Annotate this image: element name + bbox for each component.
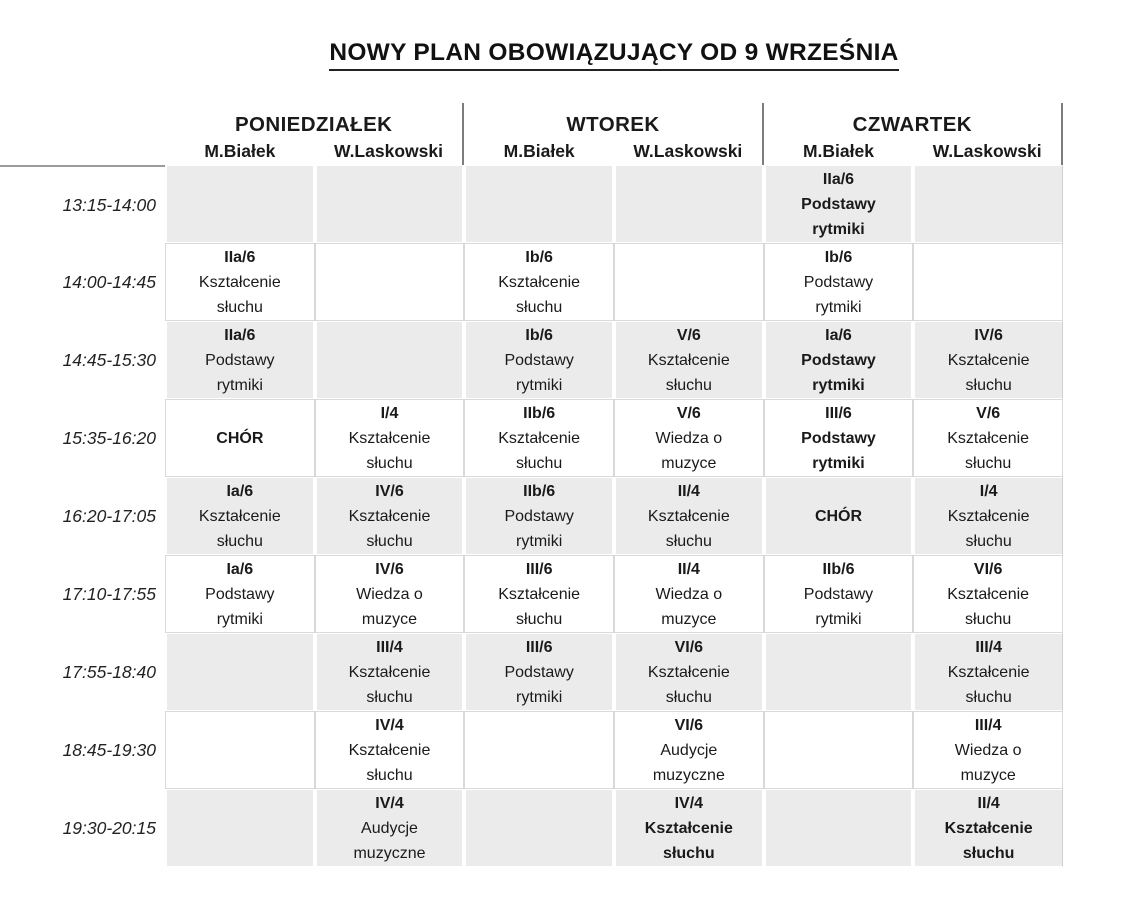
lesson-group-code: II/4 xyxy=(677,482,700,500)
time-label: 14:45-15:30 xyxy=(0,321,165,399)
lesson-cell xyxy=(913,555,1063,633)
lesson-group-code: IV/6 xyxy=(375,482,404,500)
time-label: 16:20-17:05 xyxy=(0,477,165,555)
empty-cell xyxy=(464,711,614,789)
teacher-header-thursday-laskowski: W.Laskowski xyxy=(913,138,1063,165)
lesson-group-code: VI/6 xyxy=(674,638,704,656)
lesson-group-code: IV/4 xyxy=(375,794,404,812)
lesson-subject: Podstawy rytmiki xyxy=(504,507,574,550)
lesson-subject: Kształcenie słuchu xyxy=(944,819,1033,862)
lesson-group-code: VI/6 xyxy=(674,716,704,734)
time-label: 15:35-16:20 xyxy=(0,399,165,477)
lesson-subject: Kształcenie słuchu xyxy=(947,585,1030,628)
lesson-cell xyxy=(165,399,315,477)
lesson-cell xyxy=(315,633,465,711)
lesson-group-code: Ib/6 xyxy=(525,326,553,344)
empty-cell xyxy=(464,165,614,243)
lesson-cell xyxy=(165,477,315,555)
lesson-cell xyxy=(614,321,764,399)
lesson-cell xyxy=(913,321,1063,399)
empty-cell xyxy=(764,789,914,867)
lesson-group-code: IIa/6 xyxy=(224,248,256,266)
lesson-cell xyxy=(614,789,764,867)
empty-cell xyxy=(165,711,315,789)
empty-cell xyxy=(165,165,315,243)
lesson-cell xyxy=(764,399,914,477)
lesson-group-code: IV/4 xyxy=(375,716,404,734)
day-header-poniedzialek: PONIEDZIAŁEK xyxy=(165,103,464,138)
corner-cell xyxy=(0,103,165,138)
lesson-group-code: II/4 xyxy=(677,560,700,578)
lesson-cell xyxy=(464,321,614,399)
page-title: NOWY PLAN OBOWIĄZUJĄCY OD 9 WRZEŚNIA xyxy=(329,38,898,71)
time-label: 17:55-18:40 xyxy=(0,633,165,711)
lesson-subject: Kształcenie słuchu xyxy=(947,429,1030,472)
lesson-group-code: IIb/6 xyxy=(822,560,855,578)
lesson-subject: Kształcenie słuchu xyxy=(348,663,431,706)
empty-cell xyxy=(913,165,1063,243)
teacher-header-tuesday-laskowski: W.Laskowski xyxy=(614,138,764,165)
lesson-group-code: IV/6 xyxy=(375,560,404,578)
lesson-subject: Kształcenie słuchu xyxy=(647,507,730,550)
day-header-wtorek: WTOREK xyxy=(464,103,763,138)
lesson-group-code: V/6 xyxy=(976,404,1001,422)
lesson-subject: Kształcenie słuchu xyxy=(498,273,581,316)
lesson-group-code: IV/4 xyxy=(674,794,704,812)
lesson-subject: Kształcenie słuchu xyxy=(348,429,431,472)
lesson-subject: Kształcenie słuchu xyxy=(647,663,730,706)
empty-cell xyxy=(614,165,764,243)
time-label: 17:10-17:55 xyxy=(0,555,165,633)
lesson-group-code: V/6 xyxy=(676,326,701,344)
lesson-subject: Podstawy rytmiki xyxy=(801,429,876,472)
lesson-subject: Kształcenie słuchu xyxy=(644,819,733,862)
lesson-group-code: II/4 xyxy=(977,794,1000,812)
lesson-cell xyxy=(464,633,614,711)
lesson-group-code: VI/6 xyxy=(973,560,1003,578)
lesson-subject: Podstawy rytmiki xyxy=(801,195,876,238)
empty-cell xyxy=(913,243,1063,321)
lesson-subject: Kształcenie słuchu xyxy=(947,351,1030,394)
empty-cell xyxy=(764,711,914,789)
lesson-cell xyxy=(913,633,1063,711)
lesson-cell xyxy=(614,633,764,711)
lesson-subject: Podstawy rytmiki xyxy=(801,351,876,394)
lesson-cell xyxy=(913,711,1063,789)
lesson-cell xyxy=(165,555,315,633)
lesson-cell xyxy=(764,243,914,321)
lesson-cell xyxy=(764,165,914,243)
lesson-subject: Kształcenie słuchu xyxy=(947,507,1030,550)
lesson-cell xyxy=(614,711,764,789)
lesson-group-code: IIb/6 xyxy=(523,404,556,422)
timetable xyxy=(0,103,1063,867)
lesson-cell xyxy=(614,477,764,555)
lesson-group-code: CHÓR xyxy=(814,507,863,525)
time-label: 19:30-20:15 xyxy=(0,789,165,867)
lesson-cell xyxy=(764,477,914,555)
empty-cell xyxy=(315,321,465,399)
empty-cell xyxy=(315,243,465,321)
lesson-subject: Podstawy rytmiki xyxy=(803,273,874,316)
lesson-cell xyxy=(614,555,764,633)
lesson-cell xyxy=(315,711,465,789)
lesson-group-code: V/6 xyxy=(676,404,701,422)
lesson-group-code: IIa/6 xyxy=(224,326,256,344)
time-label: 13:15-14:00 xyxy=(0,165,165,243)
lesson-subject: Audycje muzyczne xyxy=(353,819,426,862)
teacher-header-tuesday-bialek: M.Białek xyxy=(503,141,575,161)
time-label: 18:45-19:30 xyxy=(0,711,165,789)
lesson-subject: Kształcenie słuchu xyxy=(647,351,730,394)
lesson-cell xyxy=(315,555,465,633)
lesson-group-code: IIa/6 xyxy=(822,170,855,188)
empty-cell xyxy=(764,633,914,711)
lesson-group-code: III/4 xyxy=(975,638,1002,656)
lesson-subject: Kształcenie słuchu xyxy=(498,429,581,472)
lesson-subject: Kształcenie słuchu xyxy=(348,507,431,550)
lesson-group-code: Ia/6 xyxy=(226,482,254,500)
lesson-subject: Kształcenie słuchu xyxy=(348,741,431,784)
lesson-cell xyxy=(913,789,1063,867)
lesson-group-code: I/4 xyxy=(979,482,998,500)
lesson-subject: Kształcenie słuchu xyxy=(198,273,281,316)
corner-cell xyxy=(0,138,165,165)
empty-cell xyxy=(165,633,315,711)
lesson-group-code: III/4 xyxy=(974,716,1002,734)
lesson-cell xyxy=(165,243,315,321)
lesson-group-code: Ia/6 xyxy=(825,326,852,344)
lesson-subject: Kształcenie słuchu xyxy=(498,585,581,628)
lesson-subject: Kształcenie słuchu xyxy=(198,507,281,550)
lesson-cell xyxy=(464,555,614,633)
teacher-header-thursday-bialek: M.Białek xyxy=(802,141,874,161)
lesson-group-code: Ib/6 xyxy=(824,248,853,266)
lesson-cell xyxy=(165,321,315,399)
time-label: 14:00-14:45 xyxy=(0,243,165,321)
lesson-subject: Podstawy rytmiki xyxy=(504,351,574,394)
lesson-subject: Audycje muzyczne xyxy=(652,741,725,784)
lesson-subject: Podstawy rytmiki xyxy=(205,351,275,394)
lesson-subject: Wiedza o muzyce xyxy=(954,741,1022,784)
lesson-cell xyxy=(464,477,614,555)
lesson-group-code: I/4 xyxy=(380,404,399,422)
empty-cell xyxy=(315,165,465,243)
lesson-cell xyxy=(913,477,1063,555)
lesson-subject: Podstawy rytmiki xyxy=(803,585,874,628)
lesson-subject: Kształcenie słuchu xyxy=(947,663,1030,706)
lesson-cell xyxy=(913,399,1063,477)
lesson-group-code: III/6 xyxy=(525,638,553,656)
lesson-group-code: IIb/6 xyxy=(523,482,556,500)
lesson-group-code: IV/6 xyxy=(974,326,1003,344)
day-header-czwartek: CZWARTEK xyxy=(764,103,1063,138)
lesson-subject: Wiedza o muzyce xyxy=(356,585,423,628)
lesson-group-code: III/6 xyxy=(825,404,852,422)
lesson-group-code: CHÓR xyxy=(216,429,264,447)
lesson-subject: Podstawy rytmiki xyxy=(205,585,275,628)
lesson-subject: Podstawy rytmiki xyxy=(504,663,574,706)
lesson-cell xyxy=(315,399,465,477)
lesson-cell xyxy=(315,477,465,555)
lesson-cell xyxy=(764,321,914,399)
empty-cell xyxy=(165,789,315,867)
lesson-cell xyxy=(464,243,614,321)
lesson-subject: Wiedza o muzyce xyxy=(655,585,723,628)
lesson-group-code: III/4 xyxy=(376,638,403,656)
teacher-header-monday-laskowski: W.Laskowski xyxy=(315,138,465,165)
lesson-cell xyxy=(614,399,764,477)
title-area xyxy=(165,0,1063,71)
empty-cell xyxy=(464,789,614,867)
lesson-subject: Wiedza o muzyce xyxy=(655,429,723,472)
lesson-cell xyxy=(315,789,465,867)
teacher-header-monday-bialek: M.Białek xyxy=(204,141,276,161)
empty-cell xyxy=(614,243,764,321)
lesson-group-code: Ia/6 xyxy=(226,560,254,578)
lesson-group-code: III/6 xyxy=(525,560,553,578)
lesson-cell xyxy=(764,555,914,633)
lesson-cell xyxy=(464,399,614,477)
lesson-group-code: Ib/6 xyxy=(525,248,553,266)
